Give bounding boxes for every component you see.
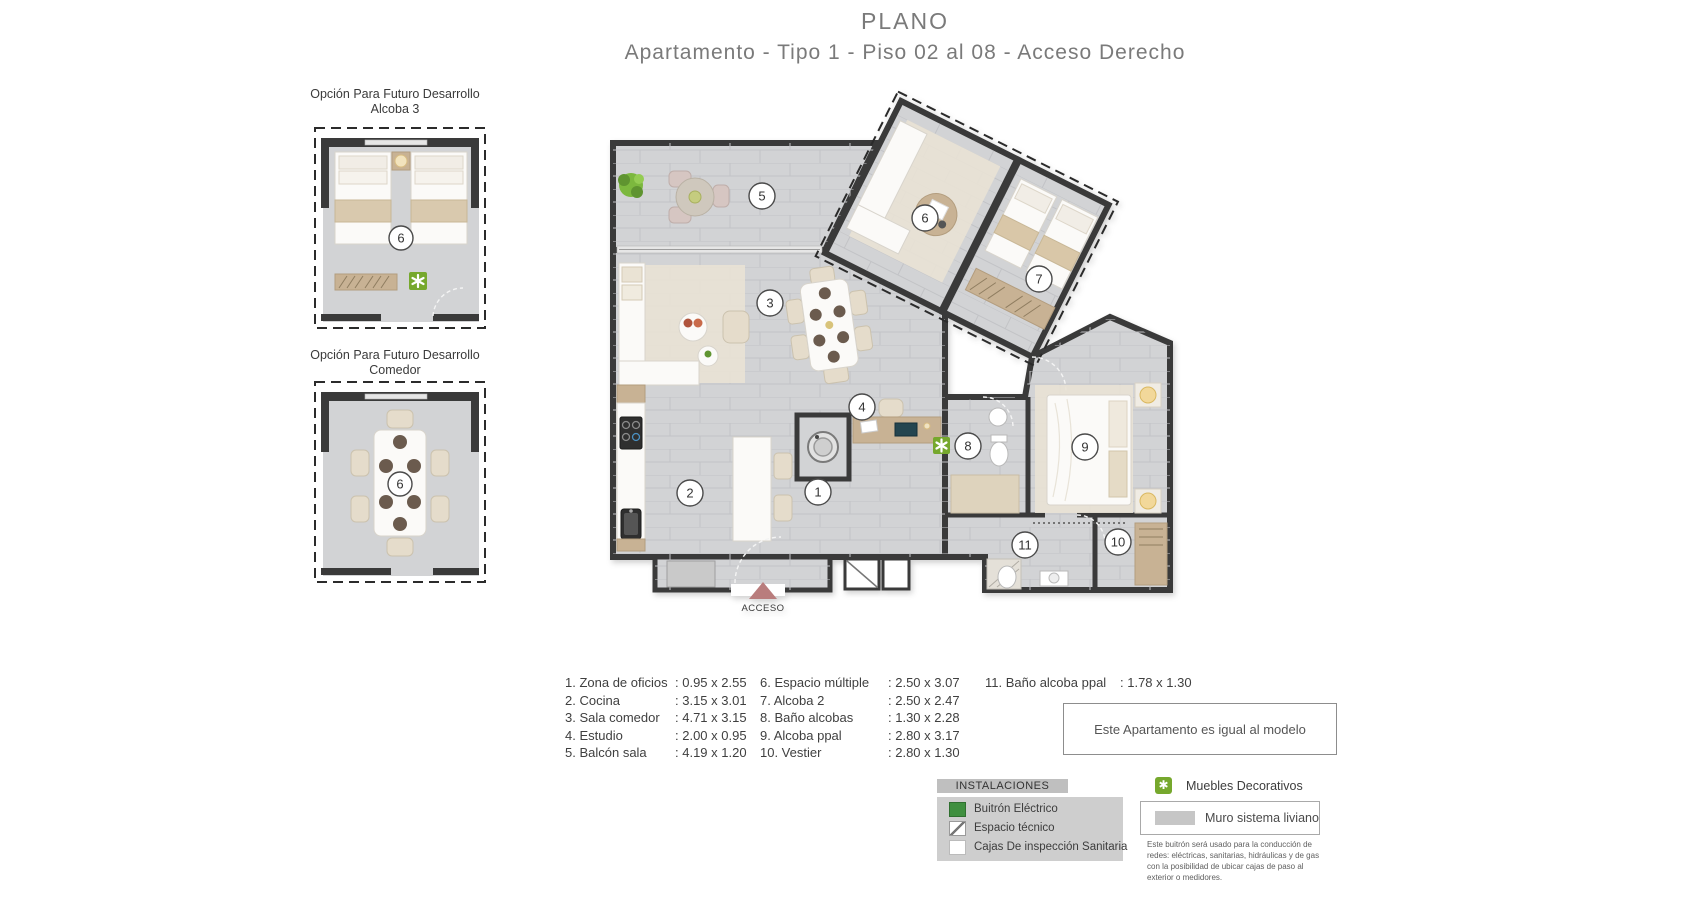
- balcony-window: [617, 246, 822, 253]
- instalaciones-item: [949, 840, 1128, 854]
- instalaciones-item: [949, 821, 1123, 835]
- option-comedor-label: [300, 348, 490, 377]
- legend-row: [565, 744, 747, 762]
- desk-chair: [879, 399, 903, 417]
- muebles-asterisk-icon: [1155, 777, 1172, 794]
- marker-9: 9: [1081, 439, 1089, 455]
- mini-plan-alcoba3: [313, 126, 487, 330]
- legend-column-3: [985, 674, 1192, 692]
- island-stool-1: [774, 453, 792, 479]
- sink: [621, 509, 641, 539]
- legend-dim: : 0.95 x 2.55: [675, 675, 747, 690]
- legend-dim: : 3.15 x 3.01: [675, 692, 747, 708]
- buitron-electrico-swatch: [949, 802, 966, 817]
- fruit-bowl-2: [694, 319, 703, 328]
- cajas-inspeccion-swatch: [949, 840, 966, 855]
- legend-name: 4. Estudio: [565, 727, 623, 743]
- marker-11: 11: [1018, 537, 1032, 553]
- legend-dim: : 2.80 x 3.17: [888, 727, 960, 743]
- stove: [620, 417, 642, 449]
- table-plant: [705, 351, 712, 358]
- marker-7: 7: [1035, 271, 1043, 287]
- legend-name: 1. Zona de oficios: [565, 675, 668, 690]
- decor-asterisk-study: [933, 437, 950, 454]
- muro-label: Muro sistema liviano: [1205, 811, 1319, 825]
- title-line1: PLANO: [861, 8, 949, 34]
- legend-row: [565, 674, 747, 692]
- muro-swatch: [1155, 811, 1195, 825]
- cajas-inspeccion-label: Cajas De inspección Sanitaria: [974, 841, 1128, 853]
- apartment-note-text: Este Apartamento es igual al modelo: [1094, 721, 1306, 737]
- legend-name: 5. Balcón sala: [565, 745, 647, 760]
- fruit-bowl: [684, 319, 693, 328]
- lamp-2: [1140, 493, 1156, 509]
- lamp-1: [1140, 387, 1156, 403]
- kitchen-cabinet-bottom: [617, 539, 645, 551]
- miniA-nightstand: [392, 152, 410, 170]
- main-floor-plan: [595, 85, 1210, 615]
- bath8-bench: [951, 475, 1019, 513]
- legend-dim: : 2.00 x 0.95: [675, 727, 747, 743]
- desk-lamp: [924, 423, 930, 429]
- legend-dim: : 2.50 x 2.47: [888, 692, 960, 708]
- buitron-footnote: Este buitrón será usado para la conducción de redes: eléctricas, sanitarias, hidráulicas y de gas con la posibilidad de ubicar cajas de paso al exterior o medidores.: [1147, 840, 1320, 882]
- marker-4: 4: [858, 399, 866, 415]
- living-room-furniture: [619, 263, 749, 385]
- papers: [860, 420, 877, 433]
- legend-column-1: [565, 674, 747, 762]
- miniA-bed-right: [411, 152, 467, 244]
- room9-pillow-2: [1109, 451, 1127, 497]
- legend-row: [760, 709, 960, 727]
- legend-column-2: [760, 674, 960, 762]
- page-title: [405, 8, 1405, 65]
- toilet-11: [998, 566, 1016, 588]
- marker-3: 3: [766, 295, 774, 311]
- kitchen-island: [733, 437, 771, 541]
- legend-name: 3. Sala comedor: [565, 710, 660, 725]
- legend-dim: : 4.71 x 3.15: [675, 710, 747, 725]
- legend-name: 7. Alcoba 2: [760, 692, 825, 708]
- legend-row: [760, 674, 960, 692]
- instalaciones-item: [949, 802, 1123, 816]
- muro-legend-box: [1140, 801, 1320, 835]
- armchair: [723, 311, 749, 343]
- option-alcoba3-label-line2: Alcoba 3: [370, 101, 420, 116]
- legend-dim: : 2.80 x 1.30: [888, 745, 960, 760]
- legend-row: [565, 709, 747, 727]
- legend-name: 6. Espacio múltiple: [760, 675, 870, 690]
- marker-1: 1: [814, 484, 822, 500]
- option-alcoba3-label: [300, 87, 490, 116]
- legend-name: 10. Vestier: [760, 745, 822, 760]
- option-comedor-label-line1: Opción Para Futuro Desarrollo: [310, 348, 480, 362]
- legend-row: [985, 674, 1192, 692]
- coffee-table: [679, 313, 707, 341]
- marker-10: 10: [1110, 534, 1126, 550]
- buitron-electrico-label: Buitrón Eléctrico: [974, 803, 1058, 815]
- legend-dim: : 2.50 x 3.07: [888, 675, 960, 690]
- legend-row: [760, 692, 960, 710]
- apartment-note-box: [1063, 703, 1337, 755]
- legend-row: [565, 727, 747, 745]
- option-alcoba3-label-line1: Opción Para Futuro Desarrollo: [310, 87, 480, 101]
- legend-name: 9. Alcoba ppal: [760, 727, 842, 743]
- laundry-closet: [797, 415, 849, 479]
- miniA-wardrobe: [335, 274, 397, 290]
- legend-name: 2. Cocina: [565, 692, 620, 708]
- kitchen-cabinet-top: [617, 385, 645, 403]
- legend-dim: : 4.19 x 1.20: [675, 745, 747, 760]
- miniB-room-number: 6: [396, 476, 404, 492]
- espacio-tecnico-label: Espacio técnico: [974, 822, 1055, 834]
- legend-dim: : 1.78 x 1.30: [1120, 675, 1192, 690]
- laptop: [895, 423, 917, 436]
- legend-row: [760, 744, 960, 762]
- access-label: ACCESO: [741, 603, 785, 614]
- miniA-room-number: 6: [397, 230, 405, 246]
- room9-pillow-1: [1109, 401, 1127, 447]
- instalaciones-header: INSTALACIONES: [937, 779, 1068, 793]
- miniA-bed-left: [335, 152, 391, 244]
- option-comedor-label-line2: Comedor: [369, 362, 421, 377]
- mini-plan-comedor: [313, 380, 487, 585]
- legend-row: [565, 692, 747, 710]
- muebles-decorativos-label: Muebles Decorativos: [1186, 779, 1303, 793]
- island-stool-2: [774, 495, 792, 521]
- title-line2: Apartamento - Tipo 1 - Piso 02 al 08 - Acceso Derecho: [624, 41, 1186, 64]
- marker-8: 8: [964, 438, 972, 454]
- legend-dim: : 1.30 x 2.28: [888, 710, 960, 725]
- instalaciones-body: [937, 797, 1128, 861]
- marker-6: 6: [921, 210, 929, 226]
- legend-name: 8. Baño alcobas: [760, 710, 854, 725]
- marker-5: 5: [758, 188, 766, 204]
- inspection-box: [883, 559, 909, 589]
- marker-2: 2: [686, 485, 694, 501]
- legend-row: [760, 727, 960, 745]
- legend-name: 11. Baño alcoba ppal: [985, 675, 1107, 690]
- entry-storage: [667, 561, 715, 587]
- miniA-decor-asterisk-icon: [409, 272, 427, 290]
- espacio-tecnico-swatch: [949, 821, 966, 836]
